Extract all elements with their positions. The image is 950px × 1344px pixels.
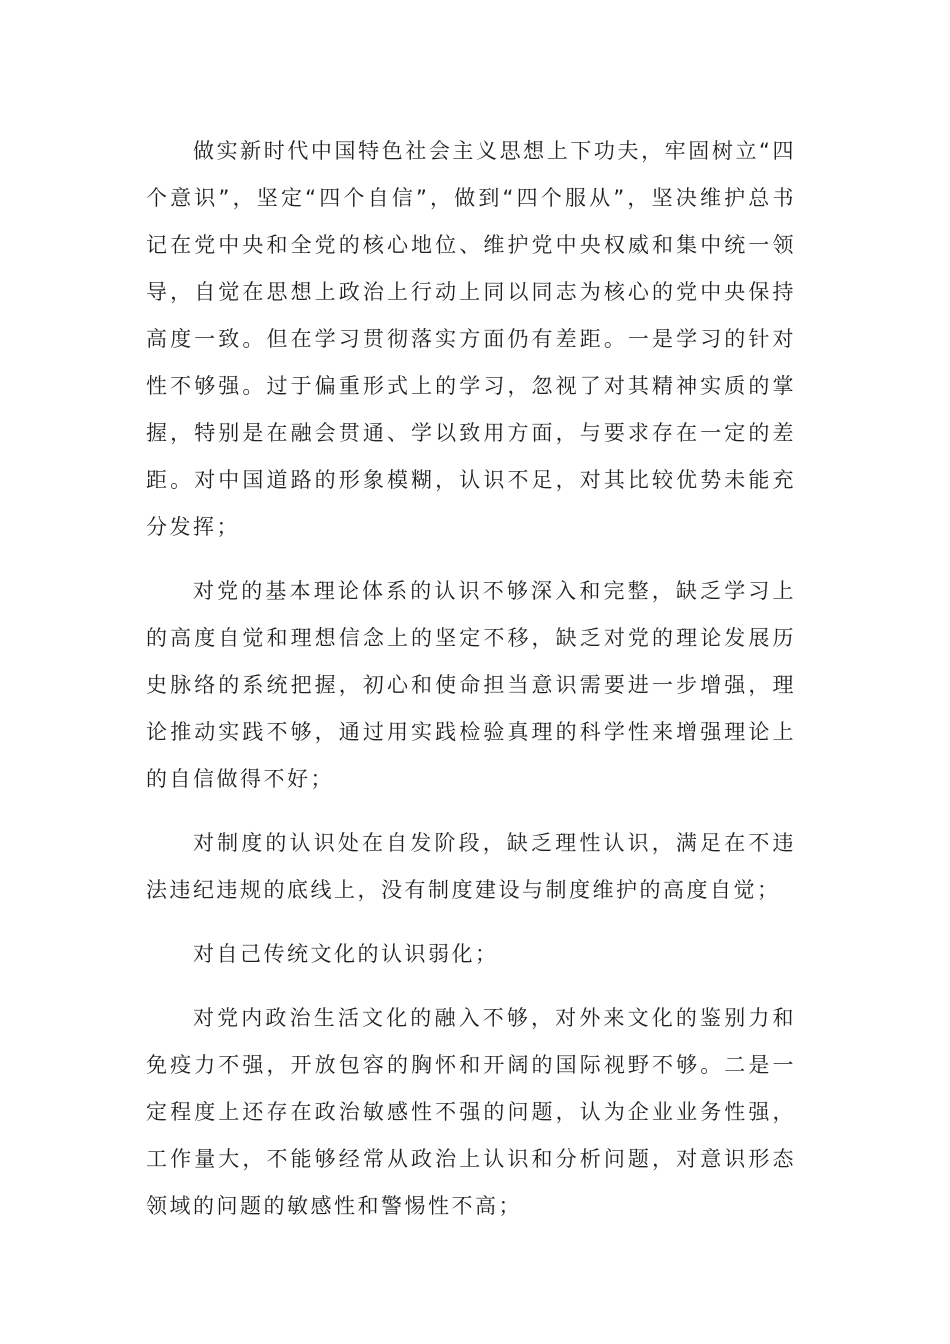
- paragraph-2: 对党的基本理论体系的认识不够深入和完整，缺乏学习上的高度自觉和理想信念上的坚定不移，缺乏对党的理论发展历史脉络的系统把握，初心和使命担当意识需要进一步增强，理论推动实践不够，通过用实践检验真理的科学性来增强理论上的自信做得不好；: [146, 579, 796, 791]
- document-body: [146, 128, 796, 1247]
- paragraph-4: 对自己传统文化的认识弱化；: [193, 942, 499, 966]
- paragraph-1: 做实新时代中国特色社会主义思想上下功夫，牢固树立“四个意识”，坚定“四个自信”，做到“四个服从”，坚决维护总书记在党中央和全党的核心地位、维护党中央权威和集中统一领导，自觉在思想上政治上行动上同以同志为核心的党中央保持高度一致。但在学习贯彻落实方面仍有差距。一是学习的针对性不够强。过于偏重形式上的学习，忽视了对其精神实质的掌握，特别是在融会贯通、学以致用方面，与要求存在一定的差距。对中国道路的形象模糊，认识不足，对其比较优势未能充分发挥；: [146, 139, 796, 539]
- paragraph-5: 对党内政治生活文化的融入不够，对外来文化的鉴别力和免疫力不强，开放包容的胸怀和开阔的国际视野不够。二是一定程度上还存在政治敏感性不强的问题，认为企业业务性强，工作量大，不能够经常从政治上认识和分析问题，对意识形态领域的问题的敏感性和警惕性不高；: [146, 1006, 796, 1218]
- paragraph-3: 对制度的认识处在自发阶段，缺乏理性认识，满足在不违法违纪违规的底线上，没有制度建设与制度维护的高度自觉；: [146, 831, 796, 902]
